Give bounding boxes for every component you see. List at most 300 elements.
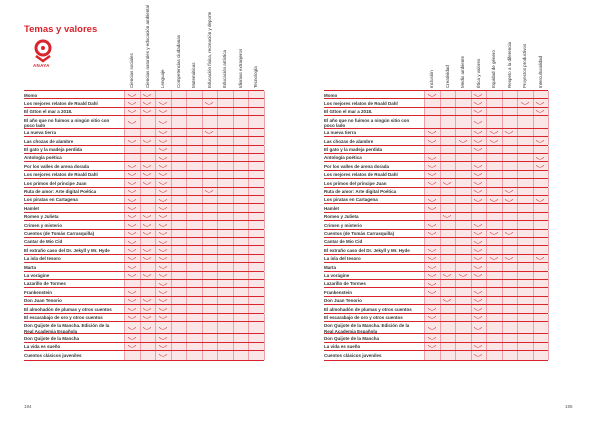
left-column-header-label: Educación física, recreación y deporte xyxy=(206,11,212,88)
check-mark-icon xyxy=(159,345,167,348)
check-mark-icon xyxy=(536,102,544,105)
right-column-header-label: Equidad de género xyxy=(491,49,496,88)
check-mark-icon xyxy=(428,327,436,330)
grid-line xyxy=(548,230,549,238)
row-title: Cuentos (de Tomás Carrasquilla) xyxy=(324,231,395,236)
check-mark-icon xyxy=(474,224,482,227)
right-column-header-label: Respeto a la diferencia xyxy=(506,41,512,88)
check-mark-icon xyxy=(474,165,482,168)
row-title: Los piratas en Cartagena xyxy=(324,197,378,203)
grid-line xyxy=(264,196,265,204)
grid-line xyxy=(264,351,265,359)
check-mark-icon xyxy=(505,199,513,202)
grid-line xyxy=(548,171,549,179)
check-mark-icon xyxy=(490,232,498,235)
row-title: Antología poética xyxy=(324,155,362,161)
check-mark-icon xyxy=(128,274,136,277)
check-mark-icon xyxy=(143,316,151,319)
grid-line xyxy=(202,351,203,359)
grid-line xyxy=(548,255,549,263)
check-mark-icon xyxy=(474,232,482,235)
grid-line xyxy=(264,162,265,170)
check-mark-icon xyxy=(490,131,498,134)
row-title: El escarabajo de oro y otros cuentos xyxy=(324,315,403,320)
check-mark-icon xyxy=(428,337,436,340)
check-mark-icon xyxy=(490,140,498,143)
check-mark-icon xyxy=(143,232,151,235)
check-mark-icon xyxy=(428,173,436,176)
grid-line xyxy=(548,129,549,137)
check-mark-icon xyxy=(159,283,167,286)
check-mark-icon xyxy=(159,274,167,277)
row-grid-background xyxy=(124,351,264,359)
grid-line xyxy=(264,129,265,137)
grid-line xyxy=(124,351,125,359)
check-mark-icon xyxy=(490,257,498,260)
row-title: Momo xyxy=(324,92,338,98)
check-mark-icon xyxy=(428,308,436,311)
check-mark-icon xyxy=(536,110,544,113)
table-row xyxy=(324,321,548,335)
check-mark-icon xyxy=(128,165,136,168)
grid-line xyxy=(548,91,549,99)
check-mark-icon xyxy=(159,215,167,218)
grid-line xyxy=(486,351,487,359)
check-mark-icon xyxy=(159,257,167,260)
check-mark-icon xyxy=(490,199,498,202)
grid-line xyxy=(548,305,549,313)
row-title: El año que no fuimos a ningún sitio con poco lado xyxy=(24,117,110,129)
row-title: Momo xyxy=(24,92,38,98)
grid-line xyxy=(264,146,265,154)
check-mark-icon xyxy=(159,199,167,202)
grid-line xyxy=(264,288,265,296)
table-row xyxy=(24,321,264,335)
check-mark-icon xyxy=(536,157,544,160)
row-title: Don Quijote de la Mancha. Edición de la Real Academia Española xyxy=(324,323,410,334)
row-title: El extraño caso del Dr. Jekyll y Mr. Hyde xyxy=(24,247,110,253)
row-title: El escarabajo de oro y otros cuentos xyxy=(24,315,103,320)
grid-line xyxy=(548,288,549,296)
check-mark-icon xyxy=(128,299,136,302)
check-mark-icon xyxy=(428,274,436,277)
check-mark-icon xyxy=(128,199,136,202)
check-mark-icon xyxy=(128,232,136,235)
grid-line xyxy=(264,334,265,342)
left-column-header-label: Tecnología xyxy=(253,66,258,88)
check-mark-icon xyxy=(428,249,436,252)
check-mark-icon xyxy=(128,110,136,113)
grid-line xyxy=(533,351,534,359)
check-mark-icon xyxy=(474,308,482,311)
check-mark-icon xyxy=(143,249,151,252)
row-title: El Gtton el mar a 2018. xyxy=(24,109,73,115)
check-mark-icon xyxy=(143,224,151,227)
row-title: Crimen y misterio xyxy=(324,222,363,228)
grid-line xyxy=(548,99,549,107)
row-title: Romeo y Julieta xyxy=(24,214,59,220)
check-mark-icon xyxy=(474,291,482,294)
row-title: La nueva tierra xyxy=(24,130,57,136)
check-mark-icon xyxy=(143,257,151,260)
check-mark-icon xyxy=(205,190,213,193)
grid-line xyxy=(548,322,549,335)
row-title: La isla del tesoro xyxy=(24,256,61,262)
page-title: Temas y valores xyxy=(24,24,98,35)
page-number-right: 195 xyxy=(565,404,573,409)
check-mark-icon xyxy=(536,199,544,202)
row-title: La vorágine xyxy=(324,273,350,278)
row-title: Lazarillo de Tormes xyxy=(324,281,366,287)
right-column-header-label: Ética y valores xyxy=(475,58,481,88)
check-mark-icon xyxy=(521,102,529,105)
check-mark-icon xyxy=(128,291,136,294)
grid-line xyxy=(264,99,265,107)
check-mark-icon xyxy=(428,140,436,143)
check-mark-icon xyxy=(428,232,436,235)
row-title: Por los valles de arena dorada xyxy=(24,163,90,169)
grid-line xyxy=(264,280,265,288)
grid-line xyxy=(217,351,218,359)
check-mark-icon xyxy=(159,241,167,244)
grid-line xyxy=(548,137,549,145)
grid-line xyxy=(548,238,549,246)
row-title: El año que no fuimos a ningún sitio con poco lado xyxy=(324,117,410,129)
logo-text: ANAYA xyxy=(33,63,50,68)
grid-line xyxy=(548,116,549,129)
check-mark-icon xyxy=(159,173,167,176)
check-mark-icon xyxy=(428,291,436,294)
grid-line xyxy=(264,238,265,246)
check-mark-icon xyxy=(128,207,136,210)
check-mark-icon xyxy=(143,173,151,176)
row-title: Las chozas de alambre xyxy=(24,138,74,144)
row-title: Marta xyxy=(24,264,37,270)
grid-line xyxy=(264,188,265,196)
check-mark-icon xyxy=(505,190,513,193)
check-mark-icon xyxy=(159,157,167,160)
check-mark-icon xyxy=(143,274,151,277)
check-mark-icon xyxy=(143,327,151,330)
grid-line xyxy=(264,171,265,179)
row-title: Hamlet xyxy=(24,205,40,211)
grid-line xyxy=(548,188,549,196)
check-mark-icon xyxy=(159,232,167,235)
right-column-header-label: Medio ambiente xyxy=(460,55,465,88)
check-mark-icon xyxy=(474,94,482,97)
check-mark-icon xyxy=(128,190,136,193)
table-row xyxy=(24,115,264,129)
row-title: Romeo y Julieta xyxy=(324,214,359,220)
check-mark-icon xyxy=(143,140,151,143)
grid-line xyxy=(264,343,265,351)
check-mark-icon xyxy=(159,102,167,105)
row-title: Don Quijote de la Mancha xyxy=(324,335,380,341)
grid-line xyxy=(264,179,265,187)
check-mark-icon xyxy=(128,327,136,330)
grid-line xyxy=(548,204,549,212)
grid-line xyxy=(548,263,549,271)
check-mark-icon xyxy=(428,224,436,227)
check-mark-icon xyxy=(159,182,167,185)
check-mark-icon xyxy=(474,182,482,185)
row-title: Cuentos (de Tomás Carrasquilla) xyxy=(24,231,95,236)
row-title: Ruta de amor: Arte digital Poética xyxy=(324,189,397,194)
check-mark-icon xyxy=(159,190,167,193)
check-mark-icon xyxy=(474,274,482,277)
check-mark-icon xyxy=(474,102,482,105)
row-title: Don Quijote de la Mancha. Edición de la Real Academia Española xyxy=(24,323,110,334)
row-title: La nueva tierra xyxy=(324,130,357,136)
check-mark-icon xyxy=(159,308,167,311)
grid-line xyxy=(171,351,172,359)
row-title: La isla del tesoro xyxy=(324,256,361,262)
row-title: Los mejores relatos de Roald Dahl xyxy=(324,100,398,106)
check-mark-icon xyxy=(428,283,436,286)
row-title: Los mejores relatos de Roald Dahl xyxy=(24,100,98,106)
row-title: Cantar de Mio Cid xyxy=(324,239,363,245)
grid-line xyxy=(186,351,187,359)
check-mark-icon xyxy=(128,266,136,269)
grid-line xyxy=(264,230,265,238)
check-mark-icon xyxy=(128,241,136,244)
check-mark-icon xyxy=(128,224,136,227)
grid-line xyxy=(548,221,549,229)
grid-line xyxy=(517,351,518,359)
check-mark-icon xyxy=(159,249,167,252)
check-mark-icon xyxy=(159,337,167,340)
row-title: Los mejores relatos de Roald Dahl xyxy=(24,172,98,178)
row-title: Marta xyxy=(324,264,337,270)
left-column-header-label: Ciencias sociales xyxy=(129,53,134,88)
row-title: Por los valles de arena dorada xyxy=(324,163,390,169)
grid-line xyxy=(264,255,265,263)
row-title: Don Quijote de la Mancha xyxy=(24,335,80,341)
left-column-header-label: Matemáticas xyxy=(191,62,196,88)
check-mark-icon xyxy=(159,148,167,151)
check-mark-icon xyxy=(128,102,136,105)
check-mark-icon xyxy=(428,94,436,97)
grid-line xyxy=(502,351,503,359)
check-mark-icon xyxy=(428,345,436,348)
left-column-header-label: Educación artística xyxy=(222,49,227,88)
check-mark-icon xyxy=(159,327,167,330)
grid-line xyxy=(548,146,549,154)
grid-line xyxy=(264,154,265,162)
check-mark-icon xyxy=(428,266,436,269)
check-mark-icon xyxy=(143,299,151,302)
check-mark-icon xyxy=(428,165,436,168)
row-title: Cuentos clásicos juveniles xyxy=(324,352,382,358)
grid-line xyxy=(548,154,549,162)
check-mark-icon xyxy=(159,266,167,269)
check-mark-icon xyxy=(536,165,544,168)
grid-line xyxy=(548,343,549,351)
check-mark-icon xyxy=(474,199,482,202)
grid-line xyxy=(264,322,265,335)
grid-line xyxy=(264,272,265,280)
right-column-header-label: Inclusión xyxy=(429,70,434,88)
row-title: El gato y la madeja perdida xyxy=(24,147,83,152)
check-mark-icon xyxy=(474,345,482,348)
grid-line xyxy=(548,314,549,322)
check-mark-icon xyxy=(143,215,151,218)
check-mark-icon xyxy=(128,249,136,252)
check-mark-icon xyxy=(474,110,482,113)
row-title: Frankenstein xyxy=(24,289,53,295)
row-title: Don Juan Tenorio xyxy=(324,298,362,304)
check-mark-icon xyxy=(159,291,167,294)
check-mark-icon xyxy=(159,165,167,168)
check-mark-icon xyxy=(428,199,436,202)
check-mark-icon xyxy=(536,140,544,143)
grid-line xyxy=(264,221,265,229)
row-title: Los primos del principe Juan xyxy=(324,180,387,186)
check-mark-icon xyxy=(159,354,167,357)
check-mark-icon xyxy=(505,257,513,260)
grid-line xyxy=(264,246,265,254)
grid-line xyxy=(264,213,265,221)
check-mark-icon xyxy=(128,345,136,348)
grid-line xyxy=(471,351,472,359)
check-mark-icon xyxy=(505,232,513,235)
check-mark-icon xyxy=(128,182,136,185)
check-mark-icon xyxy=(428,257,436,260)
check-mark-icon xyxy=(428,182,436,185)
row-title: El Gtton el mar a 2018. xyxy=(324,109,373,115)
check-mark-icon xyxy=(128,337,136,340)
check-mark-icon xyxy=(474,241,482,244)
row-title: El almohadón de plumas y otros cuentos xyxy=(324,306,412,312)
check-mark-icon xyxy=(205,131,213,134)
grid-line xyxy=(264,137,265,145)
right-column-header-label: Proyectos productivos xyxy=(522,43,527,88)
row-title: Cantar de Mio Cid xyxy=(24,239,63,245)
grid-line xyxy=(548,351,549,359)
row-title: La vorágine xyxy=(24,273,50,278)
check-mark-icon xyxy=(428,157,436,160)
check-mark-icon xyxy=(428,131,436,134)
table-row xyxy=(324,350,548,360)
grid-line xyxy=(455,351,456,359)
grid-line xyxy=(140,351,141,359)
check-mark-icon xyxy=(143,165,151,168)
check-mark-icon xyxy=(128,316,136,319)
check-mark-icon xyxy=(474,266,482,269)
grid-line xyxy=(264,91,265,99)
left-column-header-label: Competencias ciudadanas xyxy=(175,34,181,88)
check-mark-icon xyxy=(474,299,482,302)
row-title: Las chozas de alambre xyxy=(324,138,374,144)
right-column-header-label: Interculturalidad xyxy=(537,55,543,88)
check-mark-icon xyxy=(474,354,482,357)
row-title: Crimen y misterio xyxy=(24,222,63,228)
check-mark-icon xyxy=(443,182,451,185)
check-mark-icon xyxy=(159,121,167,124)
left-column-header-label: Idiomas extranjeros xyxy=(237,48,243,88)
grid-line xyxy=(548,272,549,280)
left-column-header-label: Lenguaje xyxy=(160,69,165,88)
row-title: Don Juan Tenorio xyxy=(24,298,62,304)
row-title: Antología poética xyxy=(24,155,62,161)
row-title: Los mejores relatos de Roald Dahl xyxy=(324,172,398,178)
grid-line xyxy=(155,351,156,359)
check-mark-icon xyxy=(474,131,482,134)
grid-line xyxy=(248,351,249,359)
check-mark-icon xyxy=(474,190,482,193)
grid-line xyxy=(424,351,425,359)
table-row xyxy=(324,115,548,129)
grid-line xyxy=(548,162,549,170)
check-mark-icon xyxy=(159,224,167,227)
check-mark-icon xyxy=(143,182,151,185)
check-mark-icon xyxy=(474,121,482,124)
grid-line xyxy=(548,334,549,342)
right-column-header-label: Creatividad xyxy=(444,65,450,88)
check-mark-icon xyxy=(205,102,213,105)
grid-line xyxy=(548,179,549,187)
check-mark-icon xyxy=(159,110,167,113)
row-title: El gato y la madeja perdida xyxy=(324,147,383,152)
check-mark-icon xyxy=(428,316,436,319)
check-mark-icon xyxy=(128,215,136,218)
check-mark-icon xyxy=(128,121,136,124)
check-mark-icon xyxy=(128,173,136,176)
check-mark-icon xyxy=(128,140,136,143)
row-title: Frankenstein xyxy=(324,289,353,295)
row-title: La vida es sueño xyxy=(324,344,361,350)
grid-line xyxy=(548,280,549,288)
check-mark-icon xyxy=(474,140,482,143)
left-column-header-label: Ciencias naturales y educación ambiental xyxy=(144,4,150,88)
check-mark-icon xyxy=(143,94,151,97)
grid-line xyxy=(548,297,549,305)
table-row xyxy=(24,350,264,360)
grid-line xyxy=(548,196,549,204)
check-mark-icon xyxy=(159,131,167,134)
check-mark-icon xyxy=(443,299,451,302)
check-mark-icon xyxy=(536,257,544,260)
check-mark-icon xyxy=(443,215,451,218)
row-title: Cuentos clásicos juveniles xyxy=(24,352,82,358)
check-mark-icon xyxy=(474,148,482,151)
check-mark-icon xyxy=(143,308,151,311)
check-mark-icon xyxy=(443,274,451,277)
check-mark-icon xyxy=(143,102,151,105)
grid-line xyxy=(264,263,265,271)
row-title: El extraño caso del Dr. Jekyll y Mr. Hyde xyxy=(324,247,410,253)
check-mark-icon xyxy=(128,308,136,311)
check-mark-icon xyxy=(143,110,151,113)
row-title: El almohadón de plumas y otros cuentos xyxy=(24,306,112,312)
page-number-left: 194 xyxy=(24,404,32,409)
grid-line xyxy=(264,297,265,305)
grid-line xyxy=(233,351,234,359)
check-mark-icon xyxy=(128,94,136,97)
check-mark-icon xyxy=(459,274,467,277)
check-mark-icon xyxy=(459,140,467,143)
check-mark-icon xyxy=(428,207,436,210)
check-mark-icon xyxy=(474,257,482,260)
grid-line xyxy=(440,351,441,359)
check-mark-icon xyxy=(474,327,482,330)
grid-line xyxy=(264,314,265,322)
check-mark-icon xyxy=(474,173,482,176)
grid-line xyxy=(264,108,265,116)
row-title: Hamlet xyxy=(324,205,340,211)
check-mark-icon xyxy=(159,316,167,319)
grid-line xyxy=(548,213,549,221)
